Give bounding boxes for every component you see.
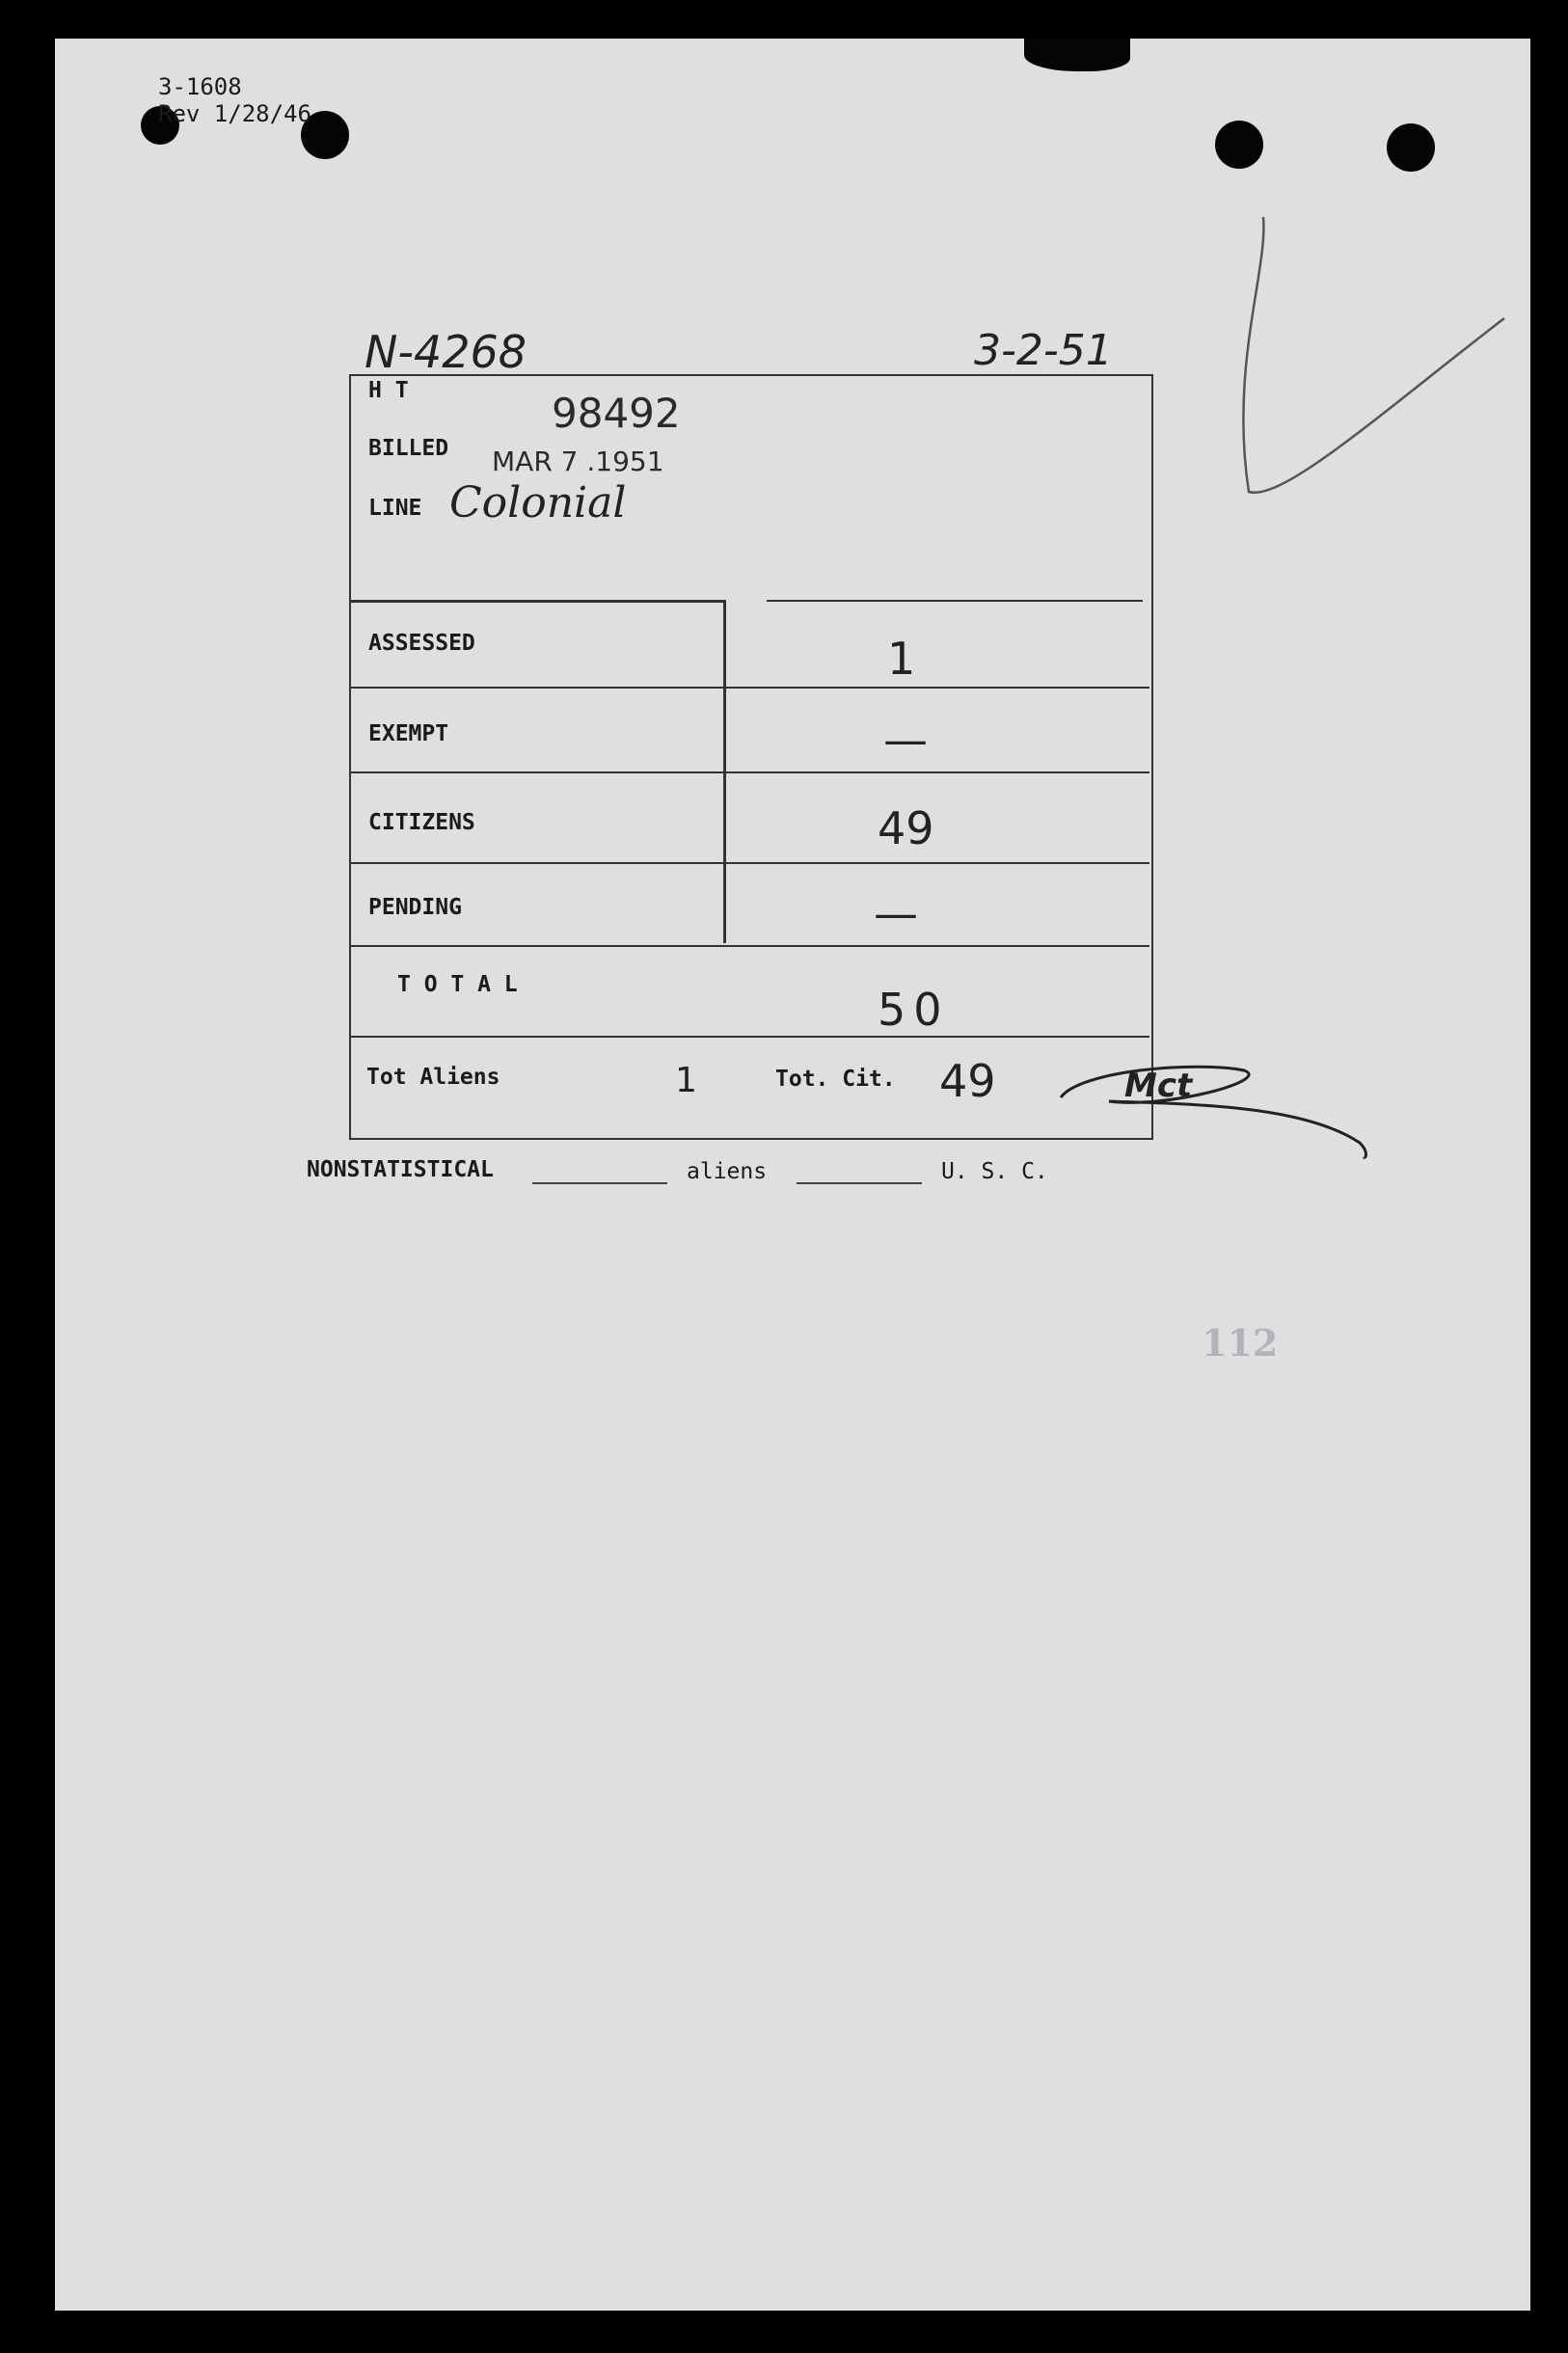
usc-label: U. S. C. xyxy=(941,1159,1048,1184)
grid-line xyxy=(349,687,1149,689)
file-number: N-4268 xyxy=(365,326,527,378)
row-value-citizens: 49 xyxy=(878,802,934,854)
initials-loop xyxy=(1051,1051,1379,1167)
total-label: T O T A L xyxy=(397,972,518,997)
row-value-pending: — xyxy=(874,887,918,939)
nonstatistical-blank xyxy=(532,1182,667,1184)
nonstatistical-label: NONSTATISTICAL xyxy=(307,1157,494,1182)
page-number: 112 xyxy=(1202,1321,1279,1365)
line-label: LINE xyxy=(368,496,422,521)
grid-line xyxy=(767,600,1143,602)
ht-number: 98492 xyxy=(552,390,681,437)
aliens-label: aliens xyxy=(687,1159,768,1184)
tot-aliens-label: Tot Aliens xyxy=(366,1065,500,1090)
tot-cit-value: 49 xyxy=(939,1055,996,1107)
billed-label: BILLED xyxy=(368,436,449,461)
check-mark-stroke xyxy=(1225,212,1514,511)
tot-aliens-value: 1 xyxy=(675,1061,697,1100)
billed-date: MAR 7 .1951 xyxy=(492,446,664,477)
row-label-citizens: CITIZENS xyxy=(368,810,475,835)
grid-line xyxy=(349,945,1149,947)
grid-line xyxy=(349,1036,1149,1038)
row-value-exempt: — xyxy=(883,714,928,766)
row-label-exempt: EXEMPT xyxy=(368,721,449,746)
punch-hole-right-2 xyxy=(1387,123,1435,172)
row-label-pending: PENDING xyxy=(368,895,462,920)
grid-line xyxy=(349,771,1149,773)
form-code: 3-1608 xyxy=(158,73,242,100)
form-date: 3-2-51 xyxy=(974,326,1113,375)
grid-line xyxy=(349,600,725,603)
initials: Mct xyxy=(1124,1067,1193,1105)
ht-label: H T xyxy=(368,378,409,403)
tot-cit-label: Tot. Cit. xyxy=(775,1067,896,1092)
punch-hole-right-1 xyxy=(1215,121,1263,169)
aliens-blank xyxy=(797,1182,922,1184)
form-revision: Rev 1/28/46 xyxy=(158,100,311,127)
total-value: 50 xyxy=(878,984,950,1036)
torn-edge-mark xyxy=(1024,39,1130,71)
row-label-assessed: ASSESSED xyxy=(368,631,475,656)
row-value-assessed: 1 xyxy=(887,633,916,685)
line-value: Colonial xyxy=(449,478,627,527)
grid-line xyxy=(349,862,1149,864)
